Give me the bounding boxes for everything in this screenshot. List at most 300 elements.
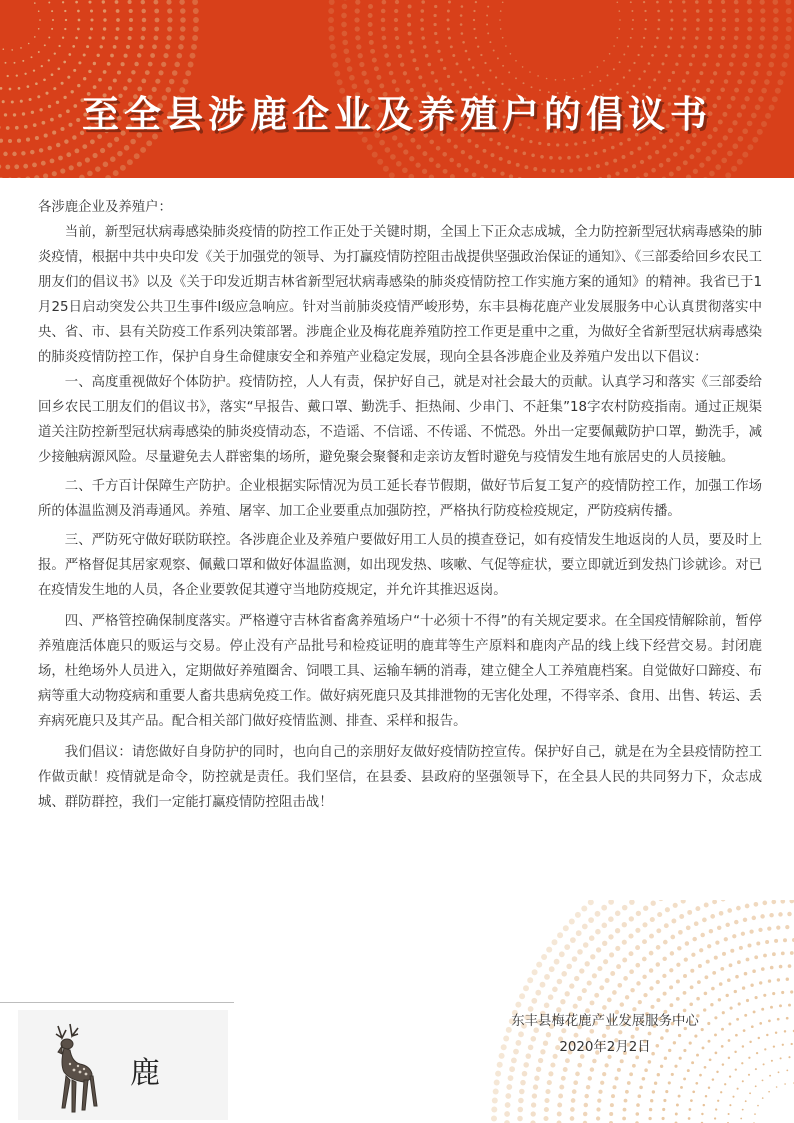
decor-dot [494,1080,500,1086]
decor-dot [692,1090,695,1093]
decor-dot [129,27,133,31]
decor-dot [781,952,785,956]
decor-dot [780,1057,782,1059]
decor-dot [499,157,503,161]
decor-dot [177,53,183,59]
decor-dot [623,76,625,78]
decor-dot [355,0,360,5]
decor-dot [712,900,717,904]
decor-dot [620,1059,624,1063]
decor-dot [331,53,337,59]
decor-dot [786,26,792,32]
decor-dot [459,71,462,74]
decor-dot [729,1104,731,1106]
decor-dot [648,1117,651,1120]
decor-dot [598,177,602,178]
decor-dot [573,1004,578,1009]
decor-dot [648,62,651,65]
decor-dot [760,17,765,22]
decor-dot [786,1069,788,1071]
decor-dot [716,62,720,66]
decor-dot [473,28,475,30]
decor-dot [368,13,373,18]
decor-dot [695,1082,698,1085]
decor-dot [780,900,785,904]
decor-dot [619,19,621,21]
decor-dot [662,1108,665,1111]
decor-dot [113,170,119,176]
decor-dot [773,1045,775,1047]
decor-dot [381,9,386,14]
paragraph-intro: 当前，新型冠状病毒感染肺炎疫情的防控工作正处于关键时期，全国上下正众志成城，全力防控新型冠状病毒感染的肺炎疫情，根据中共中央印发《关于加强党的领导、为打赢疫情防控阻击战提供坚强政治保证的通知》、《三部委给回乡农民工朋友们的倡议书》以及《关于印发近期吉林省新型冠状病毒感染的肺炎疫情防控工作实施方案的通知》的精神。我省已于1月25日启动突发公共卫生事件Ⅰ级应急响应。针对当前肺炎疫情严峻形势，东丰县梅花鹿产业发展服务中心认真贯彻落实中央、省、市、县有关防疫工作系列决策部署。涉鹿企业及梅花鹿养殖防控工作更是重中之重，为做好全省新型冠状病毒感染的肺炎疫情防控工作，保护自身生命健康安全和养殖产业稳定发展，现向全县各涉鹿企业及养殖户发出以下倡议： [38,225,762,365]
decor-dot [559,951,565,957]
signature-date: 2020年2月2日 [559,1040,651,1055]
decor-dot [588,917,594,923]
decor-dot [541,954,547,960]
decor-dot [57,67,60,70]
decor-dot [146,140,152,146]
decor-dot [484,164,488,168]
decor-dot [642,922,647,927]
decor-dot [90,9,93,12]
decor-dot [140,147,146,153]
decor-dot [648,155,652,159]
decor-dot [511,1058,517,1064]
decor-dot [560,999,565,1004]
decor-dot [403,71,407,75]
decor-dot [141,78,146,83]
decor-dot [191,44,197,50]
decor-dot [107,62,111,66]
decor-dot [683,27,686,30]
decor-dot [732,143,738,149]
decor-dot [515,60,517,62]
decor-dot [437,50,440,53]
decor-dot [435,41,438,44]
decor-dot [523,1062,529,1068]
decor-dot [518,177,522,178]
decor-dot [787,912,791,916]
decor-dot [590,1067,594,1071]
decor-dot [361,71,366,76]
decor-dot [757,53,762,58]
decor-dot [97,54,100,57]
decor-dot [328,26,334,32]
decor-dot [403,149,408,154]
decor-dot [704,1066,707,1069]
decor-dot [561,971,567,977]
decor-dot [752,969,756,973]
decor-dot [429,157,434,162]
decor-dot [699,71,703,75]
decor-dot [770,1006,773,1009]
decor-dot [83,77,86,80]
decor-dot [720,45,724,49]
decor-dot [635,963,640,968]
decor-dot [577,1063,582,1068]
decor-dot [142,18,146,22]
decor-dot [90,18,93,21]
decor-dot [505,146,509,150]
decor-dot [389,172,395,178]
decor-dot [105,175,111,178]
decor-dot [761,967,765,971]
decor-dot [48,37,50,39]
decor-dot [480,54,482,56]
decor-dot [447,75,450,78]
decor-dot [734,9,739,14]
decor-dot [116,18,120,22]
decor-dot [382,0,387,4]
decor-dot [705,54,709,58]
decor-dot [742,1109,744,1111]
decor-dot [420,9,424,13]
decor-dot [368,4,373,9]
decor-dot [730,949,734,953]
decor-dot [773,17,779,23]
decor-dot [174,62,180,68]
decor-dot [355,8,360,13]
decor-dot [699,1074,702,1077]
decor-dot [747,144,753,150]
decor-dot [755,996,758,999]
decor-dot [747,9,752,14]
decor-dot [64,10,66,12]
decor-dot [756,941,760,945]
decor-dot [687,910,692,915]
decor-dot [332,62,338,68]
decor-dot [330,44,336,50]
decor-dot [678,1095,681,1098]
decor-dot [347,66,353,72]
decor-dot [497,57,499,59]
decor-dot [582,924,588,930]
decor-dot [612,990,617,995]
decor-dot [734,27,739,32]
decor-dot [757,1105,759,1107]
decor-dot [754,955,758,959]
decor-dot [656,1,659,4]
decor-dot [462,41,465,44]
decor-dot [735,1034,738,1037]
decor-dot [460,14,463,17]
decor-dot [786,1017,789,1020]
decor-dot [447,139,451,143]
decor-dot [670,935,675,940]
decor-dot [74,148,79,153]
decor-dot [573,78,575,80]
decor-dot [491,153,495,157]
decor-dot [678,930,683,935]
decor-dot [103,162,109,168]
decor-dot [155,79,160,84]
decor-dot [581,906,587,912]
decor-dot [737,960,741,964]
decor-dot [680,1086,683,1089]
decor-dot [110,54,114,58]
decor-dot [8,139,12,143]
decor-dot [686,140,691,145]
decor-dot [747,943,751,947]
decor-dot [495,1071,501,1077]
decor-dot [689,154,694,159]
decor-dot [680,146,685,151]
decor-dot [687,1069,690,1072]
decor-dot [644,172,649,177]
decor-dot [341,13,347,19]
decor-dot [56,143,60,147]
decor-dot [577,949,583,955]
decor-dot [596,1107,600,1111]
decor-dot [760,8,765,13]
decor-dot [729,963,733,967]
decor-dot [696,27,700,31]
decor-dot [692,937,696,941]
decor-dot [67,76,70,79]
decor-dot [599,985,604,990]
decor-dot [358,53,363,58]
decor-dot [737,159,743,165]
decor-dot [619,10,621,12]
decor-dot [751,1025,754,1028]
decor-dot [660,1065,663,1068]
decor-dot [100,148,105,153]
decor-dot [499,19,501,21]
decor-dot [95,166,101,172]
decor-dot [536,1067,541,1072]
decor-dot [592,1059,596,1063]
decor-dot [544,1098,549,1103]
decor-dot [131,70,135,74]
decor-dot [656,945,661,950]
decor-dot [38,51,40,53]
decor-dot [710,914,715,919]
decor-dot [502,2,504,4]
decor-dot [440,58,443,61]
decor-dot [154,27,159,32]
decor-dot [676,997,680,1001]
decor-dot [782,1044,784,1046]
decor-dot [461,32,464,35]
decor-dot [579,968,584,973]
decor-dot [727,908,732,913]
decor-dot [77,28,80,31]
decor-dot [717,142,722,147]
decor-dot [619,142,623,146]
decor-dot [484,62,486,64]
decor-dot [654,45,657,48]
decor-dot [32,162,37,167]
decor-dot [649,934,654,939]
decor-dot [14,164,19,169]
decor-dot [90,139,95,144]
paragraph-item-1: 一、高度重视做好个体防护。疫情防控，人人有责，保护好自己，就是对社会最大的贡献。认真学习和落实《三部委给回乡农民工朋友们的倡议书》，落实“早报告、戴口罩、勤洗手、拒热闹、少串门、不赶集”18字农村防疫指南。通过正规渠道关注防控新型冠状病毒感染的肺炎疫情动态，不造谣、不信谣、不传谣、不慌恐。外出一定要佩戴防护口罩，勤洗手，减少接触病源风险。尽量避免去人群密集的场所，避免聚会聚餐和走亲访友暂时避免与疫情发生地有旅居史的人员接触。 [38,375,762,465]
decor-dot [381,18,386,23]
decor-dot [637,147,641,151]
decor-dot [72,45,75,48]
decor-dot [599,80,601,82]
decor-dot [702,141,707,146]
decor-dot [768,62,774,68]
decor-dot [747,35,752,40]
decor-dot [724,937,728,941]
decor-dot [389,71,394,76]
decor-dot [442,152,447,157]
decor-dot [683,991,687,995]
signature-organization: 东丰县梅花鹿产业发展服务中心 [511,1014,699,1029]
decor-dot [79,175,85,178]
letter-body [38,195,762,815]
decor-dot [420,27,424,31]
decor-dot [402,167,408,173]
decor-dot [763,1063,765,1065]
decor-dot [500,10,502,12]
decor-dot [121,62,125,66]
decor-dot [597,966,602,971]
decor-dot [729,62,734,67]
decor-dot [412,58,416,62]
decor-dot [650,1005,654,1009]
decor-dot [367,144,373,150]
decor-dot [676,1104,679,1107]
decor-dot [709,9,713,13]
decor-dot [669,1,672,4]
decor-dot [643,993,647,997]
decor-dot [735,1068,737,1070]
decor-dot [683,160,688,165]
decor-dot [565,991,570,996]
decor-dot [141,27,145,31]
decor-dot [342,4,348,10]
decor-dot [746,999,749,1002]
decor-dot [641,45,643,47]
decor-dot [690,969,694,973]
decor-dot [533,1084,538,1089]
decor-dot [597,1098,601,1102]
decor-dot [596,164,600,168]
decor-dot [434,79,438,83]
decor-dot [400,62,404,66]
decor-dot [489,69,491,71]
decor-dot [570,937,576,943]
decor-dot [594,993,599,998]
decor-dot [726,994,729,997]
decor-dot [652,1090,655,1093]
decor-dot [630,1,632,3]
decor-dot [638,78,641,81]
decor-dot [447,10,450,13]
decor-dot [141,9,145,13]
decor-dot [394,9,398,13]
decor-dot [748,1074,750,1076]
decor-dot [450,45,453,48]
decor-dot [696,79,700,83]
decor-dot [753,1010,756,1013]
decor-dot [762,1097,764,1099]
decor-dot [547,1080,552,1085]
decor-dot [696,148,701,153]
decor-dot [669,985,673,989]
decor-dot [764,1048,766,1050]
decor-dot [707,45,711,49]
decor-dot [689,1108,692,1111]
decor-dot [675,1113,678,1116]
decor-dot [506,1084,512,1090]
decor-dot [510,53,512,55]
decor-dot [5,165,10,170]
letter-greeting: 各涉鹿企业及养殖户： [38,200,172,215]
decor-dot [26,138,30,142]
decor-dot [682,36,685,39]
decor-dot [487,32,489,34]
decor-dot [39,19,41,21]
decor-dot [629,900,635,905]
decor-dot [477,74,480,77]
decor-dot [507,160,511,164]
decor-dot [696,9,700,13]
decor-dot [368,31,373,36]
decor-dot [11,49,13,51]
decor-dot [759,1022,762,1025]
decor-dot [656,980,660,984]
decor-dot [709,929,713,933]
decor-dot [486,15,488,17]
decor-dot [598,1090,602,1094]
decor-dot [372,58,377,63]
decor-dot [712,1078,714,1080]
decor-dot [760,26,765,31]
decor-dot [48,59,50,61]
decor-dot [725,923,729,927]
decor-dot [369,40,374,45]
decor-dot [670,1003,674,1007]
decor-dot [658,19,661,22]
decor-dot [736,906,741,911]
decor-dot [583,1112,587,1116]
decor-dot [759,44,764,49]
decor-dot [699,948,703,952]
decor-dot [786,17,792,23]
decor-dot [385,147,391,153]
decor-dot [731,53,736,58]
decor-dot [193,8,199,14]
decor-dot [561,1076,566,1081]
decor-dot [608,916,614,922]
decor-dot [763,994,766,997]
decor-dot [722,9,726,13]
decor-dot [21,151,25,155]
decor-dot [583,942,589,948]
decor-dot [768,1020,771,1023]
decor-dot [617,983,622,988]
decor-dot [613,45,615,47]
decor-dot [769,1075,771,1077]
decor-dot [342,31,348,37]
decor-dot [673,152,678,157]
decor-dot [632,19,634,21]
decor-dot [613,159,617,163]
decor-dot [134,153,140,159]
decor-dot [515,77,517,79]
decor-dot [475,144,479,148]
decor-dot [538,142,541,145]
decor-dot [665,1029,669,1033]
decor-dot [610,971,615,976]
decor-dot [736,1018,739,1021]
decor-dot [7,75,9,77]
decor-dot [740,71,745,76]
decor-dot [638,1094,642,1098]
